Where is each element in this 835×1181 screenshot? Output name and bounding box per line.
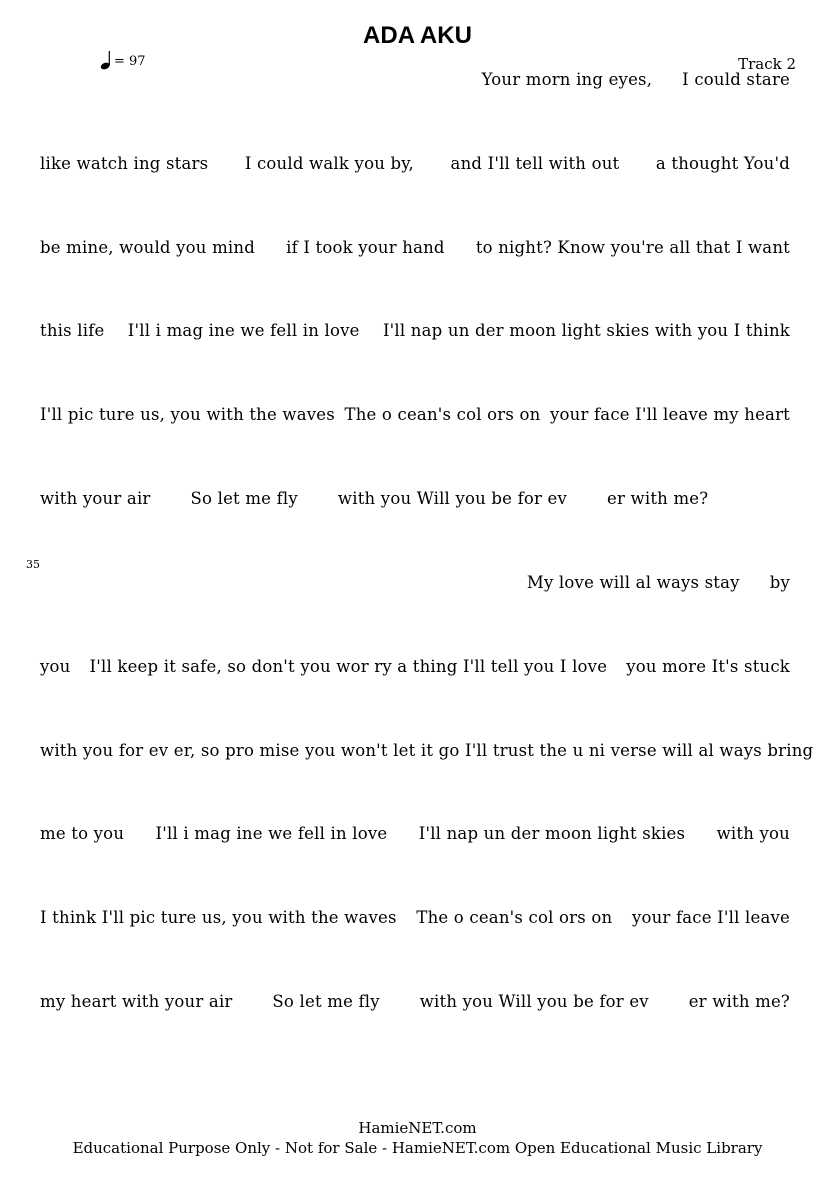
lyric-fragment: I'll i mag ine we fell in love [127, 321, 360, 340]
lyric-fragment: I'll pic ture us, you with the waves [40, 405, 335, 424]
lyric-line [40, 573, 790, 592]
lyric-fragment: I'll nap un der moon light skies with you I think [382, 321, 790, 340]
lyric-fragment: you [40, 657, 71, 676]
lyric-line [40, 70, 790, 89]
quarter-note-icon [100, 50, 112, 70]
lyric-line [40, 824, 790, 843]
lyric-fragment: I'll keep it safe, so don't you wor ry a thing I'll tell you I love [89, 657, 608, 676]
lyric-fragment: with you Will you be for ev [337, 489, 568, 508]
lyric-fragment: Your morn ing eyes, [481, 70, 653, 89]
lyric-fragment: So let me fly [272, 992, 380, 1011]
measure-number: 35 [26, 558, 40, 571]
lyric-fragment: if I took your hand [286, 238, 445, 257]
track-subtitle: Track 2 [738, 55, 796, 73]
lyric-line [40, 741, 814, 760]
lyric-fragment: my heart with your air [40, 992, 233, 1011]
tempo-value: = 97 [114, 54, 146, 69]
lyric-fragment: a thought You'd [655, 154, 790, 173]
lyric-fragment: I think I'll pic ture us, you with the waves [40, 908, 397, 927]
lyric-fragment: with you for ev er, so pro mise you won't let it go I'll trust the u ni verse will al ways bring [40, 741, 814, 760]
lyric-line [40, 489, 790, 508]
lyric-fragment: your face I'll leave [631, 908, 790, 927]
lyric-fragment: you more It's stuck [626, 657, 790, 676]
lyric-line [40, 405, 790, 424]
lyric-fragment: this life [40, 321, 105, 340]
lyric-line [40, 657, 790, 676]
lyric-fragment: with you Will you be for ev [419, 992, 649, 1011]
tempo-marking [100, 50, 146, 70]
lyric-line [40, 238, 790, 257]
lyric-line [40, 154, 790, 173]
lyric-fragment: I could walk you by, [244, 154, 415, 173]
lyric-fragment: I'll i mag ine we fell in love [155, 824, 388, 843]
lyric-fragment: So let me fly [190, 489, 298, 508]
lyric-line [40, 321, 790, 340]
lyric-fragment: by [769, 573, 790, 592]
lyric-fragment: I could stare [682, 70, 790, 89]
lyric-fragment: The o cean's col ors on [416, 908, 613, 927]
lyric-fragment: like watch ing stars [40, 154, 209, 173]
footer-notice: Educational Purpose Only - Not for Sale - HamieNET.com Open Educational Music Library [72, 1139, 763, 1157]
lyric-fragment: your face I'll leave my heart [549, 405, 790, 424]
lyric-line [40, 908, 790, 927]
lyric-fragment: to night? Know you're all that I want [475, 238, 790, 257]
lyric-fragment: with your air [40, 489, 151, 508]
lyric-fragment: My love will al ways stay [526, 573, 740, 592]
lyric-fragment: be mine, would you mind [40, 238, 255, 257]
score-title: ADA AKU [363, 22, 472, 49]
lyric-fragment: The o cean's col ors on [344, 405, 541, 424]
lyric-fragment: with you [716, 824, 790, 843]
lyric-fragment: er with me? [607, 489, 709, 508]
lyric-fragment: and I'll tell with out [450, 154, 620, 173]
lyric-fragment: I'll nap un der moon light skies [418, 824, 686, 843]
lyric-line [40, 992, 790, 1011]
lyric-fragment: me to you [40, 824, 125, 843]
footer-site: HamieNET.com [358, 1119, 477, 1137]
lyric-fragment: er with me? [688, 992, 790, 1011]
